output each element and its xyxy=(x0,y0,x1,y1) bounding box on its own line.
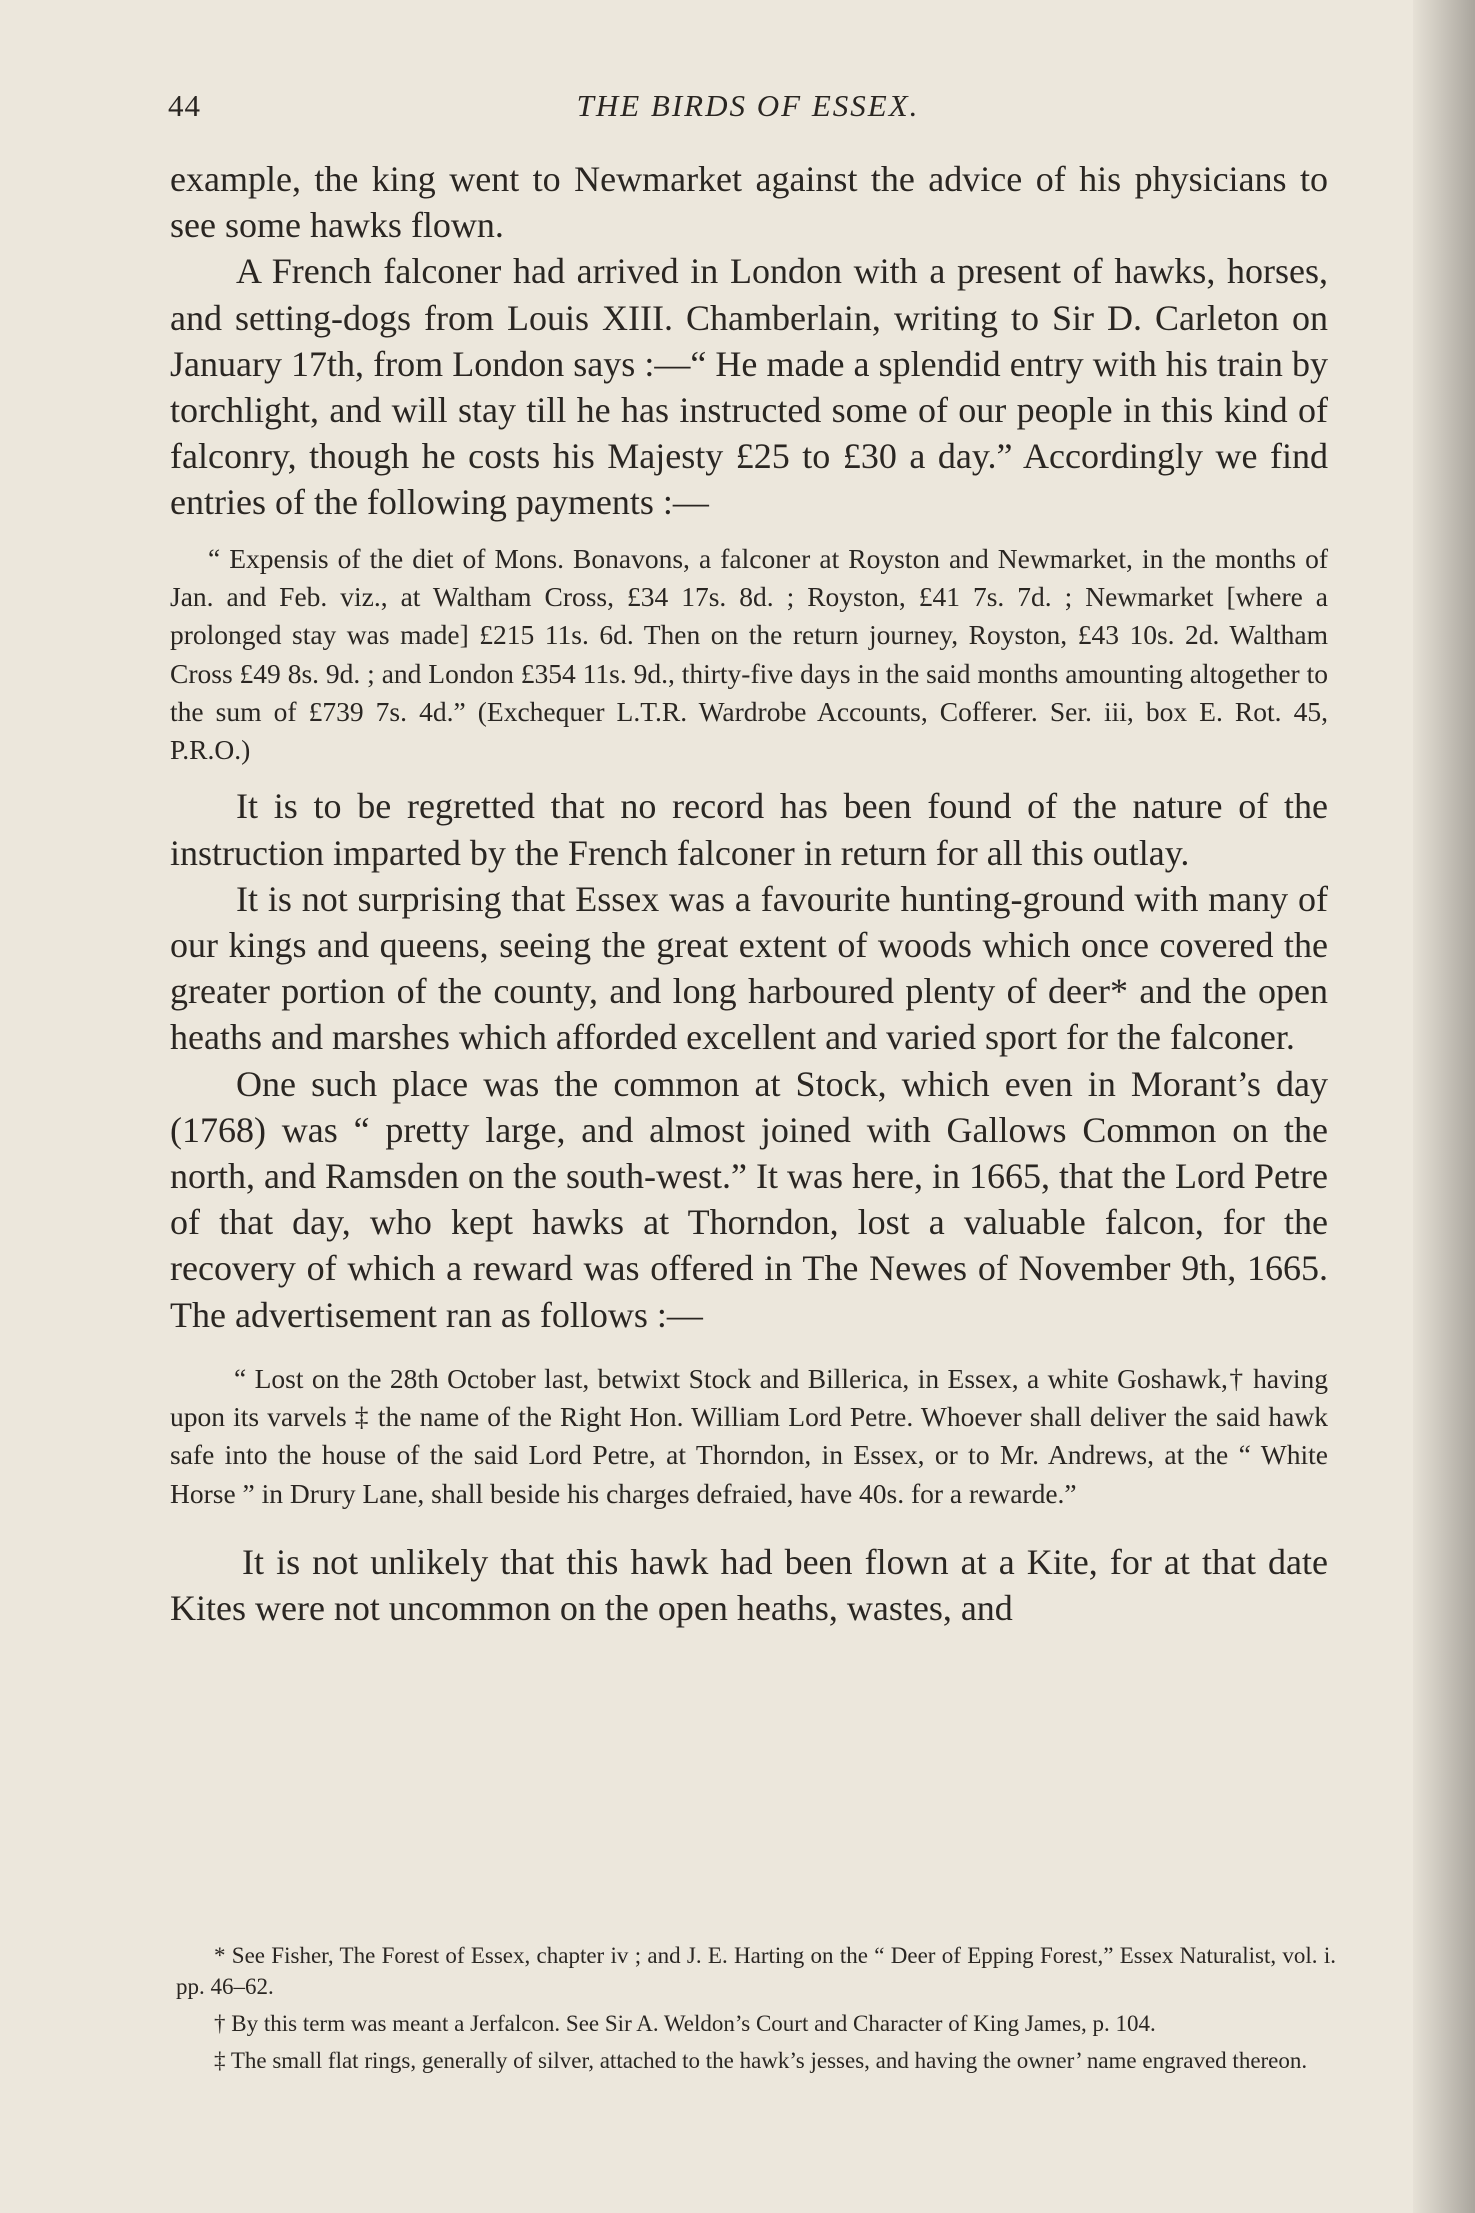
page-header xyxy=(168,88,1328,128)
footnotes xyxy=(176,1940,1336,2076)
running-title: THE BIRDS OF ESSEX. xyxy=(576,88,920,123)
page-number: 44 xyxy=(168,88,201,123)
paragraph-regret: It is to be regretted that no record has been found of the nature of the instruction imparted by the French falconer in return for all this outlay. xyxy=(170,786,1328,873)
paragraph-kite: It is not unlikely that this hawk had been flown at a Kite, for at that date Kites were not uncommon on the open heaths, wastes, and xyxy=(170,1542,1328,1629)
quote-expenses: “ Expensis of the diet of Mons. Bonavons, a falconer at Royston and Newmarket, in the months of Jan. and Feb. viz., at Waltham Cross, £34 17s. 8d. ; Royston, £41 7s. 7d. ; Newmarket [where a prolonged stay was made] £215 11s. 6d. Then on the return journey, Royston, £43 10s. 2d. Waltham Cross £49 8s. 9d. ; and London £354 11s. 9d., thirty-five days in the said months amounting altogether to the sum of £739 7s. 4d.” (Exchequer L.T.R. Wardrobe Accounts, Cofferer. Ser. iii, box E. Rot. 45, P.R.O.) xyxy=(170,542,1328,766)
main-text xyxy=(170,156,1328,1631)
footnote-dagger: † By this term was meant a Jerfalcon. See Sir A. Weldon’s Court and Character of King James, p. 104. xyxy=(214,2011,1156,2036)
paragraph-stock-common: One such place was the common at Stock, which even in Morant’s day (1768) was “ pretty large, and almost joined with Gallows Common on the north, and Ramsden on the south-west.” It was here, in 1665, that the Lord Petre of that day, who kept hawks at Thorndon, lost a valuable falcon, for the recovery of which a reward was offered in The Newes of November 9th, 1665. The advertisement ran as follows :— xyxy=(170,1063,1328,1335)
page-spine-shadow xyxy=(1413,0,1475,2213)
paragraph-french-falconer: A French falconer had arrived in London with a present of hawks, horses, and setting-dogs from Louis XIII. Chamberlain, writing to Sir D. Carleton on January 17th, from London says :—“ He made a splendid entry with his train by torchlight, and will stay till he has instructed some of our people in this kind of falconry, though he costs his Majesty £25 to £30 a day.” Accordingly we find entries of the following payments :— xyxy=(170,251,1328,523)
footnote-asterisk: * See Fisher, The Forest of Essex, chapter iv ; and J. E. Harting on the “ Deer of Epping Forest,” Essex Naturalist, vol. i. pp. 46–62. xyxy=(176,1943,1336,1999)
paragraph-hunting-ground: It is not surprising that Essex was a favourite hunting-ground with many of our kings and queens, seeing the great extent of woods which once covered the greater portion of the county, and long harboured plenty of deer* and the open heaths and marshes which afforded excellent and varied sport for the falconer. xyxy=(170,878,1328,1058)
quote-lost-goshawk: “ Lost on the 28th October last, betwixt Stock and Billerica, in Essex, a white Goshawk,† having upon its varvels ‡ the name of the Right Hon. William Lord Petre. Whoever shall deliver the said hawk safe into the house of the said Lord Petre, at Thorndon, in Essex, or to Mr. Andrews, at the “ White Horse ” in Drury Lane, shall beside his charges defraied, have 40s. for a rewarde.” xyxy=(170,1362,1328,1509)
paragraph-continuation: example, the king went to Newmarket against the advice of his physicians to see some hawks flown. xyxy=(170,159,1328,246)
footnote-double-dagger: ‡ The small flat rings, generally of silver, attached to the hawk’s jesses, and having the owner’ name engraved thereon. xyxy=(214,2048,1308,2073)
